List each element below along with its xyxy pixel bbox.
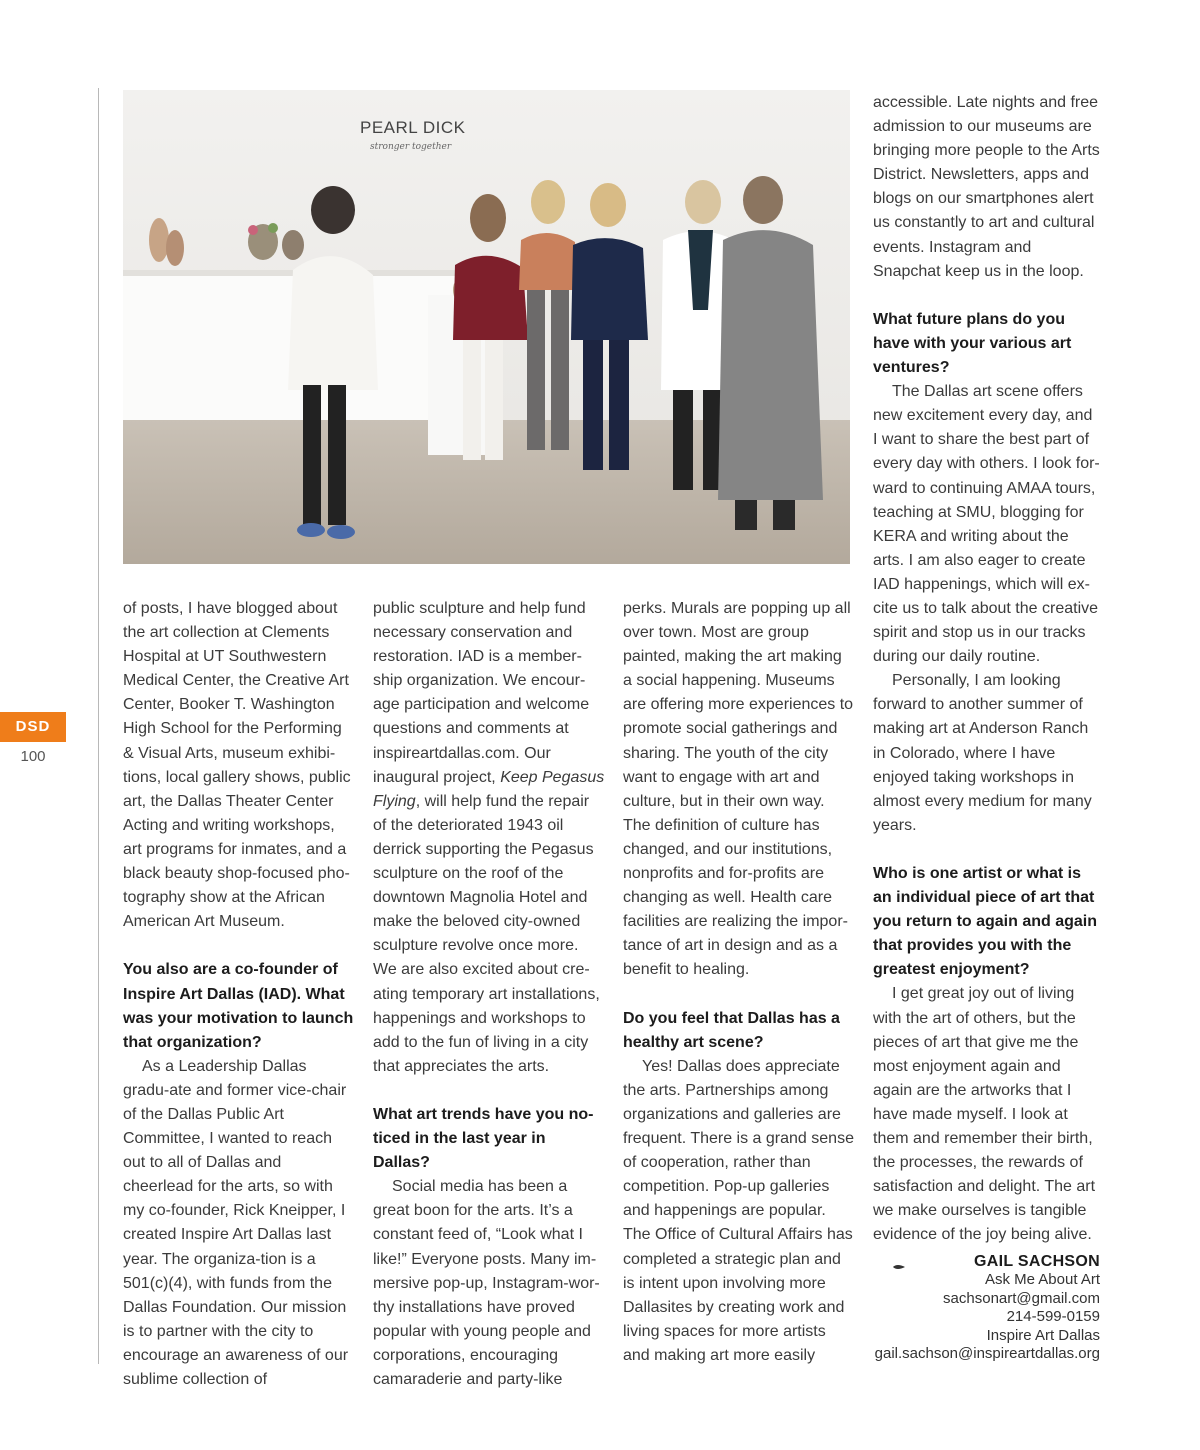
paragraph: accessible. Late nights and free admission to our museums are bringing more people to the Arts District. Newsletters, apps and blogs on our smartphones alert us constantly to art and cultural events. Instagram and Snapchat keep us in the loop. — [873, 94, 1100, 280]
gallery-photo — [123, 90, 850, 564]
paragraph: As a Leadership Dallas gradu-ate and former vice-chair of the Dallas Public Art Committee, I wanted to reach out to all of Dallas and cheerlead for the arts, so with my co-founder, Rick Kneipper, I created Inspire Art Dallas last year. The organiza-tion is a 501(c)(4), with funds from the Dallas Foundation. Our mission is to partner with the city to encourage an awareness of our sublime collection of — [123, 1057, 349, 1388]
interview-question: Who is one artist or what is an individual piece of art that you return to again and again that provides you with the greatest enjoyment? — [873, 865, 1098, 979]
paragraph: Personally, I am looking forward to another summer of making art at Anderson Ranch in Colorado, where I have enjoyed taking workshops in almost every medium for many years. — [873, 672, 1092, 834]
paragraph: of posts, I have blogged about the art collection at Clements Hospital at UT Southwestern Medical Center, the Creative Art Center, Booker T. Washington High School for the Performing & Visual Arts, museum exhibi-tions, local gallery shows, public art, the Dallas Theater Center Acting and writing workshops, art programs for inmates, and a black beauty shop-focused pho-tography show at the African American Art Museum. — [123, 600, 351, 931]
gallery-sign: PEARL DICK — [360, 118, 466, 137]
paragraph — [873, 982, 1101, 1271]
paragraph: Yes! Dallas does appreciate the arts. Partnerships among organizations and galleries are frequent. There is a grand sense of cooperation, rather than competition. Pop-up galleries and happenings are popular. The Office of Cultural Affairs has completed a strategic plan and is intent upon involving more Dallasites by creating work and living spaces for more artists and making art more easily — [623, 1057, 854, 1364]
article-column-4 — [873, 91, 1101, 1272]
section-tab: DSD — [0, 712, 66, 742]
paragraph: perks. Murals are popping up all over town. Most are group painted, making the art making a social happening. Museums are offering more experiences to promote social gatherings and sharing. The youth of the city want to engage with art and culture, but in their own way. The definition of culture has changed, and our institutions, nonprofits and for-profits are changing as well. Health care facilities are realizing the impor-tance of art in design and as a benefit to healing. — [623, 600, 854, 979]
interview-question: What future plans do you have with your various art ventures? — [873, 310, 1072, 377]
gallery-tagline: stronger together — [370, 142, 452, 152]
author-signature — [875, 1253, 1100, 1363]
paragraph-text: , will help fund the repair of the deteriorated 1943 oil derrick supporting the Pegasus sculpture on the roof of the downtown Magnolia Hotel and make the beloved city-owned sculpture revolve once more. We are also excited about cre-ating temporary art installations, happenings and workshops to add to the fun of living in a city that appreciates the arts. — [373, 792, 600, 1075]
author-organization: Inspire Art Dallas — [986, 1326, 1100, 1344]
author-phone: 214-599-0159 — [1006, 1308, 1100, 1326]
interview-question: What art trends have you no-ticed in the last year in Dallas? — [373, 1105, 594, 1172]
page-number: 100 — [20, 748, 46, 765]
paragraph-text: I get great joy out of living with the art of others, but the pieces of art that give me the most enjoyment again and again are the artworks that I have made myself. I look at them and remember their birth, the processes, the rewards of satisfaction and delight. The art we make ourselves is tangible evidence of the joy being alive. — [873, 985, 1096, 1244]
author-column-title: Ask Me About Art — [984, 1271, 1100, 1289]
author-name: GAIL SACHSON — [974, 1253, 1100, 1270]
article-column-2 — [373, 597, 605, 1392]
paragraph: Social media has been a great boon for the arts. It’s a constant feed of, “Look what I like!” Everyone posts. Many im-mersive pop-up, Instagram-wor-thy installations have proved popular with young people and corporations, encouraging camaraderie and party-like — [373, 1178, 600, 1388]
margin-rule — [98, 88, 99, 1364]
article-column-1 — [123, 597, 355, 1392]
author-org-email: gail.sachson@inspireartdallas.org — [874, 1345, 1100, 1363]
interview-question: Do you feel that Dallas has a healthy art scene? — [623, 1009, 840, 1051]
paragraph-text: public sculpture and help fund necessary conservation and restoration. IAD is a member-ship organization. We encour-age participation and welcome questions and comments at inspireartdallas.com. Our inaugural project, — [373, 600, 590, 786]
article-column-3 — [623, 597, 855, 1368]
interview-question: You also are a co-founder of Inspire Art Dallas (IAD). What was your motivation to launch that organization? — [123, 961, 354, 1051]
project-title: Keep Pegasus Flying — [373, 768, 605, 810]
paragraph — [373, 597, 605, 1079]
paragraph: The Dallas art scene offers new excitement every day, and I want to share the best part of every day with others. I look for-ward to continuing AMAA tours, teaching at SMU, blogging for KERA and writing about the arts. I am also eager to create IAD happenings, which will ex-cite us to talk about the creative spirit and stop us in our tracks during our daily routine. — [873, 383, 1100, 666]
author-email: sachsonart@gmail.com — [943, 1289, 1100, 1307]
